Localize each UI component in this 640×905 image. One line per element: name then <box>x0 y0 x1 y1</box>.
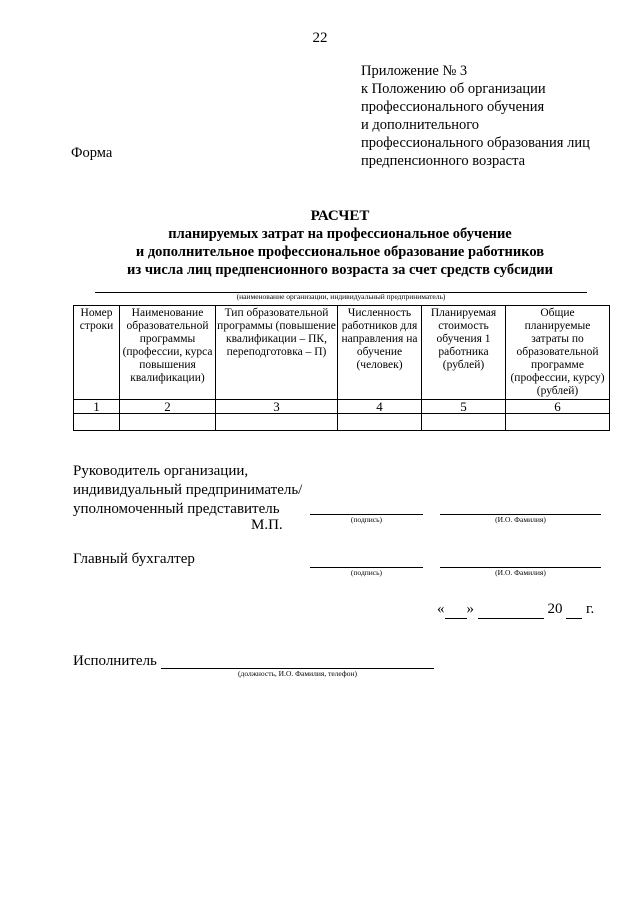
year-blank <box>566 601 582 619</box>
head-of-organization-label <box>73 462 302 519</box>
head-signature-caption: (подпись) <box>350 515 383 524</box>
appendix-note <box>361 62 631 170</box>
cost-table <box>73 305 610 431</box>
title-line: из числа лиц предпенсионного возраста за счет средств субсидии <box>127 262 553 278</box>
title-heading: РАСЧЕТ <box>310 208 370 224</box>
date-field <box>437 601 594 619</box>
column-number: 1 <box>74 400 120 414</box>
table-cell <box>338 414 422 431</box>
table-cell <box>74 414 120 431</box>
month-blank <box>478 601 544 619</box>
year-prefix: 20 <box>547 601 563 617</box>
table-header-row <box>74 306 610 400</box>
head-name-caption: (И.О. Фамилия) <box>495 515 546 524</box>
column-header: Наименование образовательной программы (профессии, курса повышения квалификации) <box>120 306 216 400</box>
column-number: 2 <box>120 400 216 414</box>
appendix-line: к Положению об организации <box>361 81 546 97</box>
accountant-name-caption: (И.О. Фамилия) <box>495 568 546 577</box>
chief-accountant-label: Главный бухгалтер <box>73 551 195 567</box>
table-cell <box>422 414 506 431</box>
appendix-line: профессионального обучения <box>361 99 545 115</box>
signature-label-line: Руководитель организации, <box>73 463 249 479</box>
stamp-place-label: М.П. <box>251 517 283 533</box>
table-row <box>74 414 610 431</box>
year-suffix: г. <box>586 601 595 617</box>
date-open-quote: « <box>437 601 445 617</box>
column-header: Общие планируемые затраты по образовательной программе (профессии, курсу) (рублей) <box>506 306 610 400</box>
column-number: 3 <box>216 400 338 414</box>
day-blank <box>445 601 467 619</box>
column-header: Тип образовательной программы (повышение квалификации – ПК, переподготовка – П) <box>216 306 338 400</box>
appendix-line: Приложение № 3 <box>361 63 468 79</box>
accountant-signature-caption: (подпись) <box>350 568 383 577</box>
signature-label-line: уполномоченный представитель <box>73 501 280 517</box>
title-line: планируемых затрат на профессиональное обучение <box>168 226 512 242</box>
appendix-line: профессионального образования лиц <box>361 135 590 151</box>
table-cell <box>216 414 338 431</box>
column-number: 4 <box>338 400 422 414</box>
table-cell <box>120 414 216 431</box>
column-number: 6 <box>506 400 610 414</box>
executor-caption: (должность, И.О. Фамилия, телефон) <box>238 669 357 678</box>
title-line: и дополнительное профессиональное образование работников <box>135 244 545 260</box>
appendix-line: предпенсионного возраста <box>361 153 526 169</box>
table-number-row <box>74 400 610 414</box>
column-header: Численность работников для направления на обучение (человек) <box>338 306 422 400</box>
column-number: 5 <box>422 400 506 414</box>
signature-label-line: индивидуальный предприниматель/ <box>73 482 303 498</box>
date-close-quote: » <box>466 601 474 617</box>
organization-caption: (наименование организации, индивидуальный предприниматель) <box>236 292 446 301</box>
appendix-line: и дополнительного <box>361 117 480 133</box>
page-number: 22 <box>312 30 328 46</box>
executor-label: Исполнитель <box>73 653 157 669</box>
form-label: Форма <box>71 145 113 161</box>
document-title <box>0 207 640 279</box>
column-header: Номер строки <box>74 306 120 400</box>
column-header: Планируемая стоимость обучения 1 работника (рублей) <box>422 306 506 400</box>
table-cell <box>506 414 610 431</box>
